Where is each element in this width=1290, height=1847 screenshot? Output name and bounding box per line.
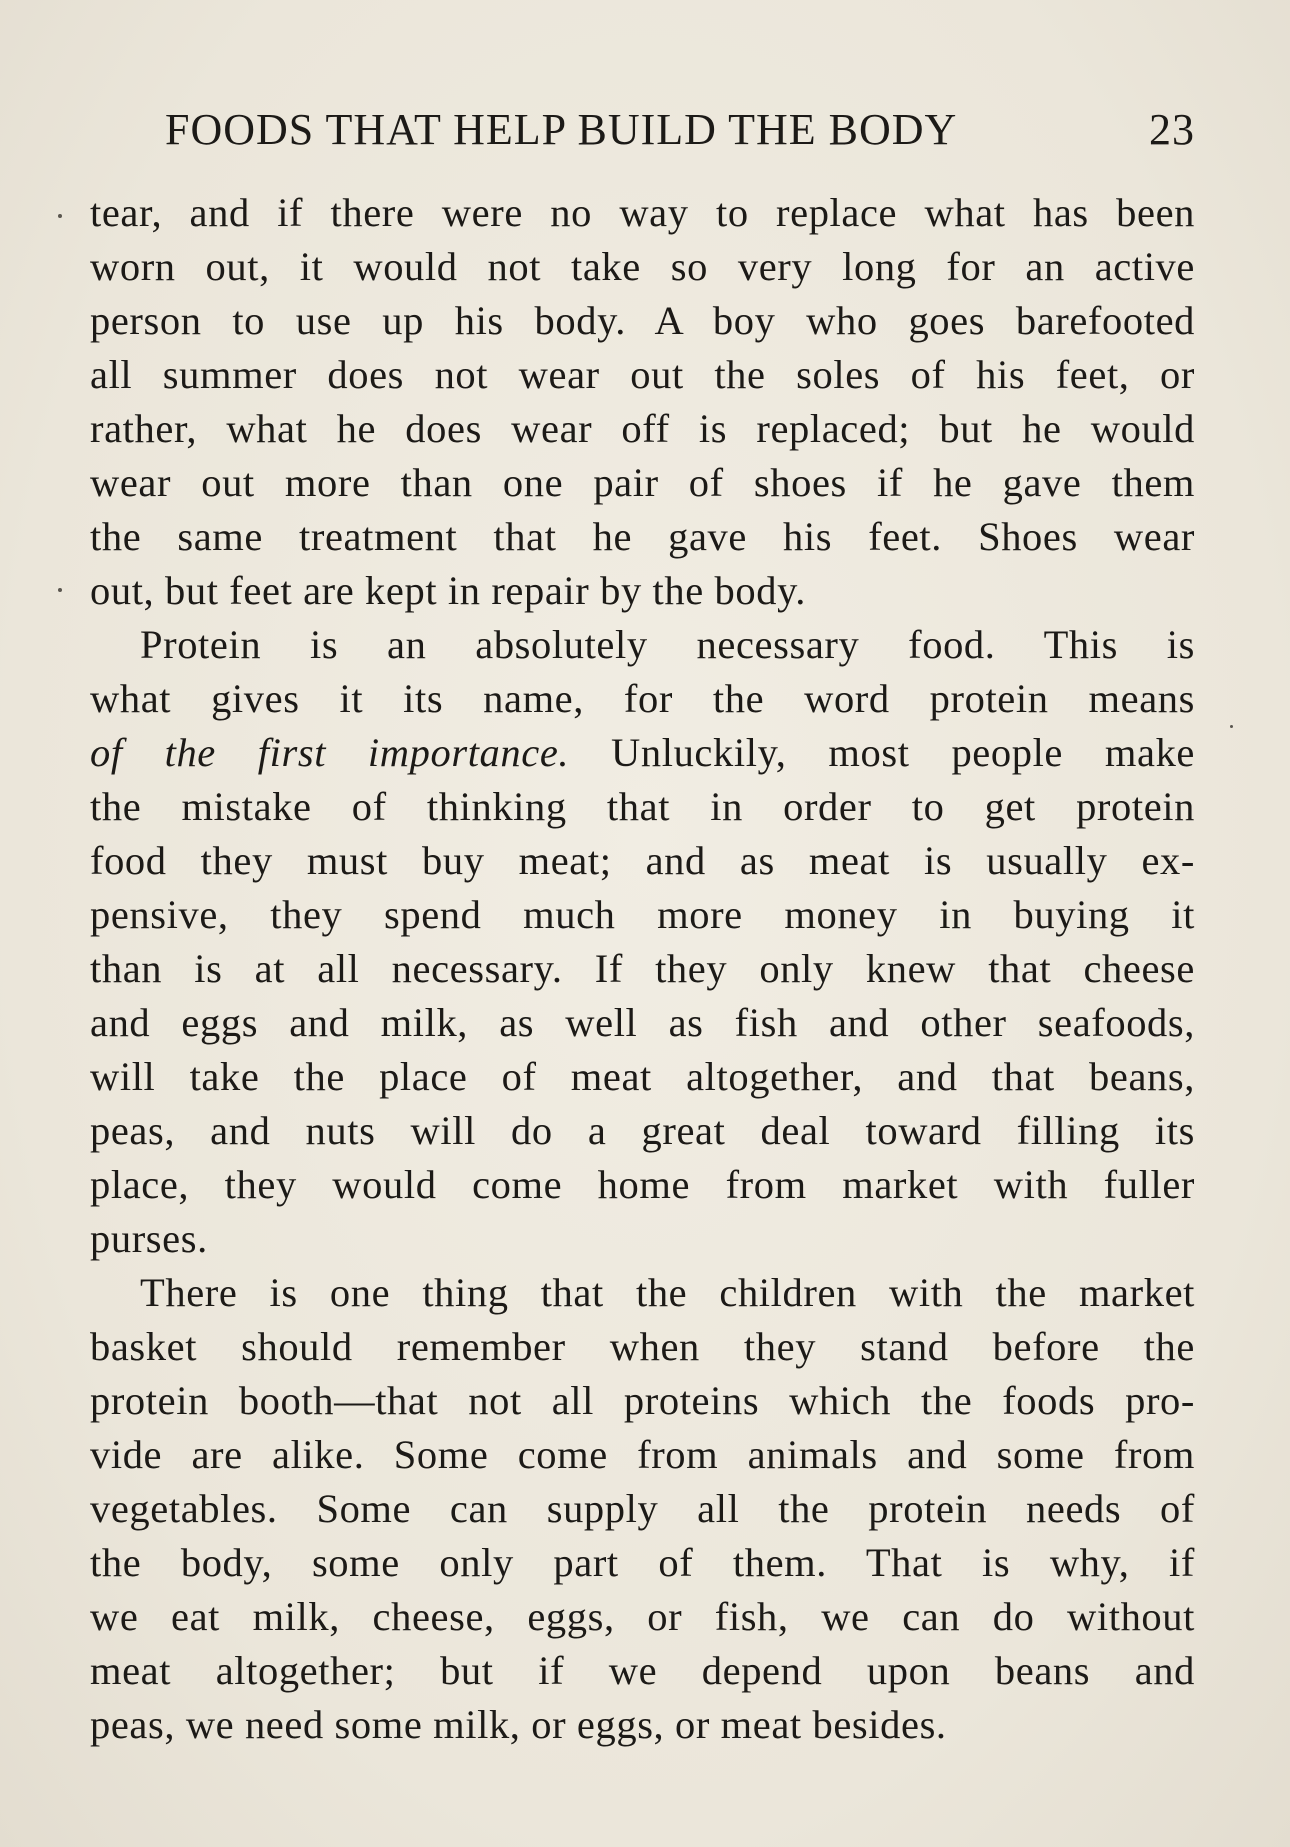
page-number: 23 [1149, 105, 1195, 154]
text-line: peas, we need some milk, or eggs, or meat besides. [90, 1702, 947, 1747]
text-line: worn out, it would not take so very long for an active [90, 244, 1195, 289]
text-line: out, but feet are kept in repair by the body. [90, 568, 807, 613]
paragraph-1 [90, 186, 1195, 618]
paragraph-2 [90, 618, 1195, 1266]
text-line: place, they would come home from market with fuller [90, 1162, 1195, 1207]
text-line: tear, and if there were no way to replace what has been [90, 190, 1195, 235]
italic-phrase: of the first importance. [90, 730, 570, 775]
text-line: person to use up his body. A boy who goes barefooted [90, 298, 1195, 343]
text-line: vide are alike. Some come from animals and some from [90, 1432, 1195, 1477]
print-speck [58, 214, 62, 218]
text-line: than is at all necessary. If they only knew that cheese [90, 946, 1195, 991]
text-line: will take the place of meat altogether, and that beans, [90, 1054, 1195, 1099]
text-line: food they must buy meat; and as meat is usually ex- [90, 838, 1195, 883]
text-line: Protein is an absolutely necessary food. This is [140, 622, 1195, 667]
text-line: the same treatment that he gave his feet. Shoes wear [90, 514, 1195, 559]
text-line: wear out more than one pair of shoes if he gave them [90, 460, 1195, 505]
paragraph-3 [90, 1266, 1195, 1752]
text-line: the body, some only part of them. That is why, if [90, 1540, 1195, 1585]
text-line: rather, what he does wear off is replaced; but he would [90, 406, 1195, 451]
text-line-with-italic: of the first importance. Unluckily, most people make [90, 730, 1196, 775]
text-line: and eggs and milk, as well as fish and other seafoods, [90, 1000, 1195, 1045]
text-line: the mistake of thinking that in order to get protein [90, 784, 1195, 829]
text-line: what gives it its name, for the word protein means [90, 676, 1195, 721]
text-line: meat altogether; but if we depend upon beans and [90, 1648, 1195, 1693]
text-line: pensive, they spend much more money in buying it [90, 892, 1195, 937]
running-head [90, 102, 1195, 158]
print-speck [58, 588, 62, 592]
body-text [90, 186, 1195, 1752]
running-head-title: FOODS THAT HELP BUILD THE BODY [165, 105, 958, 154]
text-line: There is one thing that the children with the market [140, 1270, 1195, 1315]
print-speck [1230, 725, 1233, 728]
text-line: vegetables. Some can supply all the protein needs of [90, 1486, 1195, 1531]
text-line: protein booth—that not all proteins which the foods pro- [90, 1378, 1195, 1423]
text-line: we eat milk, cheese, eggs, or fish, we can do without [90, 1594, 1195, 1639]
text-line: basket should remember when they stand before the [90, 1324, 1195, 1369]
text-line: purses. [90, 1216, 208, 1261]
text-line: peas, and nuts will do a great deal toward filling its [90, 1108, 1195, 1153]
text-line: all summer does not wear out the soles of his feet, or [90, 352, 1195, 397]
